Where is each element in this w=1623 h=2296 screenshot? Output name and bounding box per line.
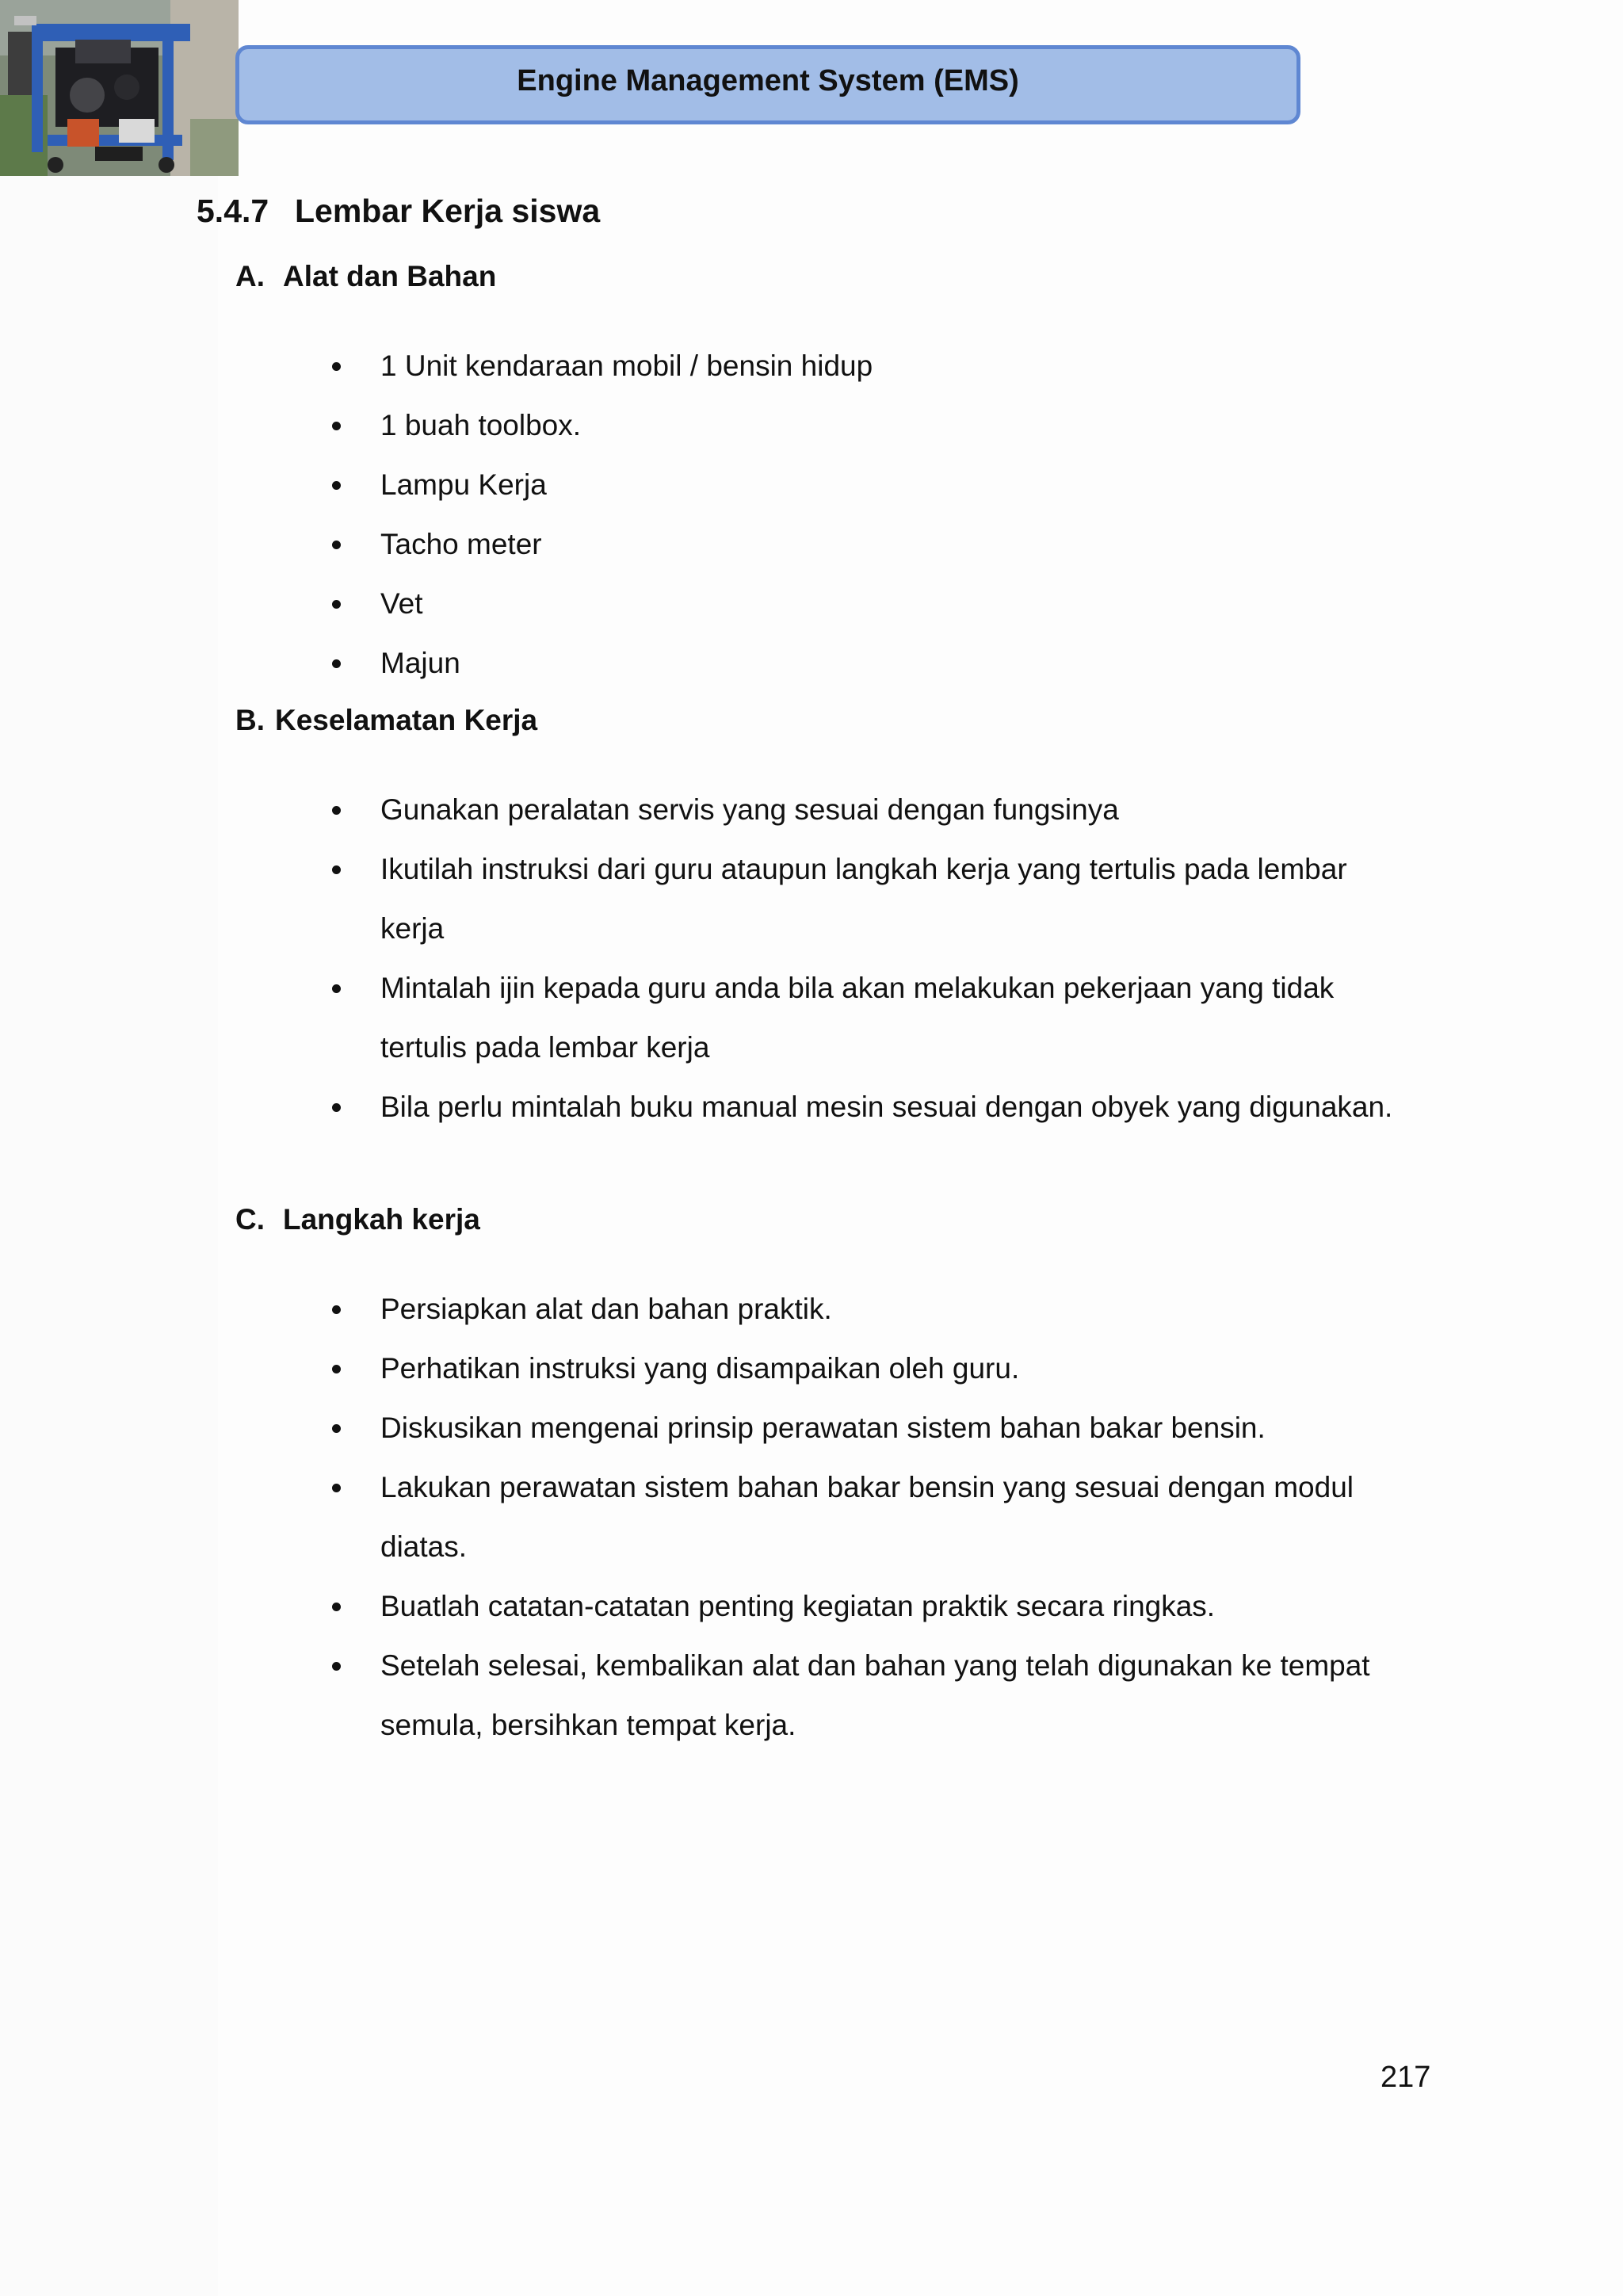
list-item-text: Diskusikan mengenai prinsip perawatan sistem bahan bakar bensin.: [380, 1412, 1266, 1444]
list-item: [323, 839, 1417, 958]
bullet-icon: [332, 481, 341, 490]
list-item: [323, 574, 1417, 633]
bullet-icon: [332, 984, 341, 993]
list-item: [323, 1636, 1417, 1755]
list-item-text: Majun: [380, 647, 460, 679]
subsection-b-heading: [235, 704, 537, 737]
list-item-text: 1 Unit kendaraan mobil / bensin hidup: [380, 350, 873, 382]
section-number: 5.4.7: [197, 193, 269, 229]
list-item: [323, 336, 1417, 395]
list-item: [323, 514, 1417, 574]
subsection-c-title: Langkah kerja: [283, 1203, 480, 1236]
list-item: [323, 1279, 1417, 1339]
list-item-text: Bila perlu mintalah buku manual mesin sesuai dengan obyek yang digunakan.: [380, 1091, 1393, 1123]
subsection-a-title: Alat dan Bahan: [283, 260, 497, 292]
bullet-icon: [332, 1662, 341, 1671]
list-item-text: Perhatikan instruksi yang disampaikan oleh guru.: [380, 1352, 1020, 1385]
bullet-icon: [332, 541, 341, 549]
bullet-icon: [332, 659, 341, 668]
bullet-icon: [332, 806, 341, 815]
list-item: [323, 780, 1417, 839]
list-item-text: Persiapkan alat dan bahan praktik.: [380, 1293, 832, 1325]
subsection-c-heading: [235, 1203, 480, 1236]
list-item: [323, 1576, 1417, 1636]
engine-trainer-photo: [0, 0, 239, 176]
page-margin: [0, 0, 218, 2296]
header-banner: [235, 45, 1300, 124]
bullet-icon: [332, 1603, 341, 1611]
list-item-text: Ikutilah instruksi dari guru ataupun langkah kerja yang tertulis pada lembar kerja: [380, 853, 1347, 945]
work-safety-list: [323, 780, 1417, 1137]
bullet-icon: [332, 1365, 341, 1373]
work-steps-list: [323, 1279, 1417, 1755]
subsection-a-letter: A.: [235, 260, 265, 292]
bullet-icon: [332, 865, 341, 874]
list-item: [323, 1398, 1417, 1457]
list-item-text: Lampu Kerja: [380, 468, 547, 501]
list-item: [323, 395, 1417, 455]
list-item: [323, 1339, 1417, 1398]
bullet-icon: [332, 362, 341, 371]
subsection-b-title: Keselamatan Kerja: [275, 704, 538, 736]
subsection-a-heading: [235, 260, 496, 293]
bullet-icon: [332, 1103, 341, 1112]
bullet-icon: [332, 422, 341, 430]
list-item-text: Lakukan perawatan sistem bahan bakar bensin yang sesuai dengan modul diatas.: [380, 1471, 1354, 1563]
bullet-icon: [332, 600, 341, 609]
bullet-icon: [332, 1305, 341, 1314]
subsection-b-letter: B.: [235, 704, 265, 736]
list-item: [323, 958, 1417, 1077]
page-number: 217: [1381, 2061, 1431, 2094]
list-item: [323, 1077, 1417, 1137]
bullet-icon: [332, 1424, 341, 1433]
section-title: Lembar Kerja siswa: [295, 193, 601, 229]
list-item: [323, 455, 1417, 514]
list-item-text: Mintalah ijin kepada guru anda bila akan melakukan pekerjaan yang tidak tertulis pada lembar kerja: [380, 972, 1335, 1064]
list-item: [323, 633, 1417, 693]
bullet-icon: [332, 1484, 341, 1492]
list-item-text: Vet: [380, 587, 423, 620]
list-item-text: Gunakan peralatan servis yang sesuai dengan fungsinya: [380, 793, 1119, 826]
list-item-text: Buatlah catatan-catatan penting kegiatan praktik secara ringkas.: [380, 1590, 1216, 1622]
header-title: Engine Management System (EMS): [517, 63, 1019, 97]
list-item: [323, 1457, 1417, 1576]
subsection-c-letter: C.: [235, 1203, 265, 1236]
tools-and-materials-list: [323, 336, 1417, 693]
section-heading: [197, 193, 600, 230]
list-item-text: Tacho meter: [380, 528, 542, 560]
list-item-text: 1 buah toolbox.: [380, 409, 582, 441]
list-item-text: Setelah selesai, kembalikan alat dan bahan yang telah digunakan ke tempat semula, bersihkan tempat kerja.: [380, 1649, 1370, 1741]
